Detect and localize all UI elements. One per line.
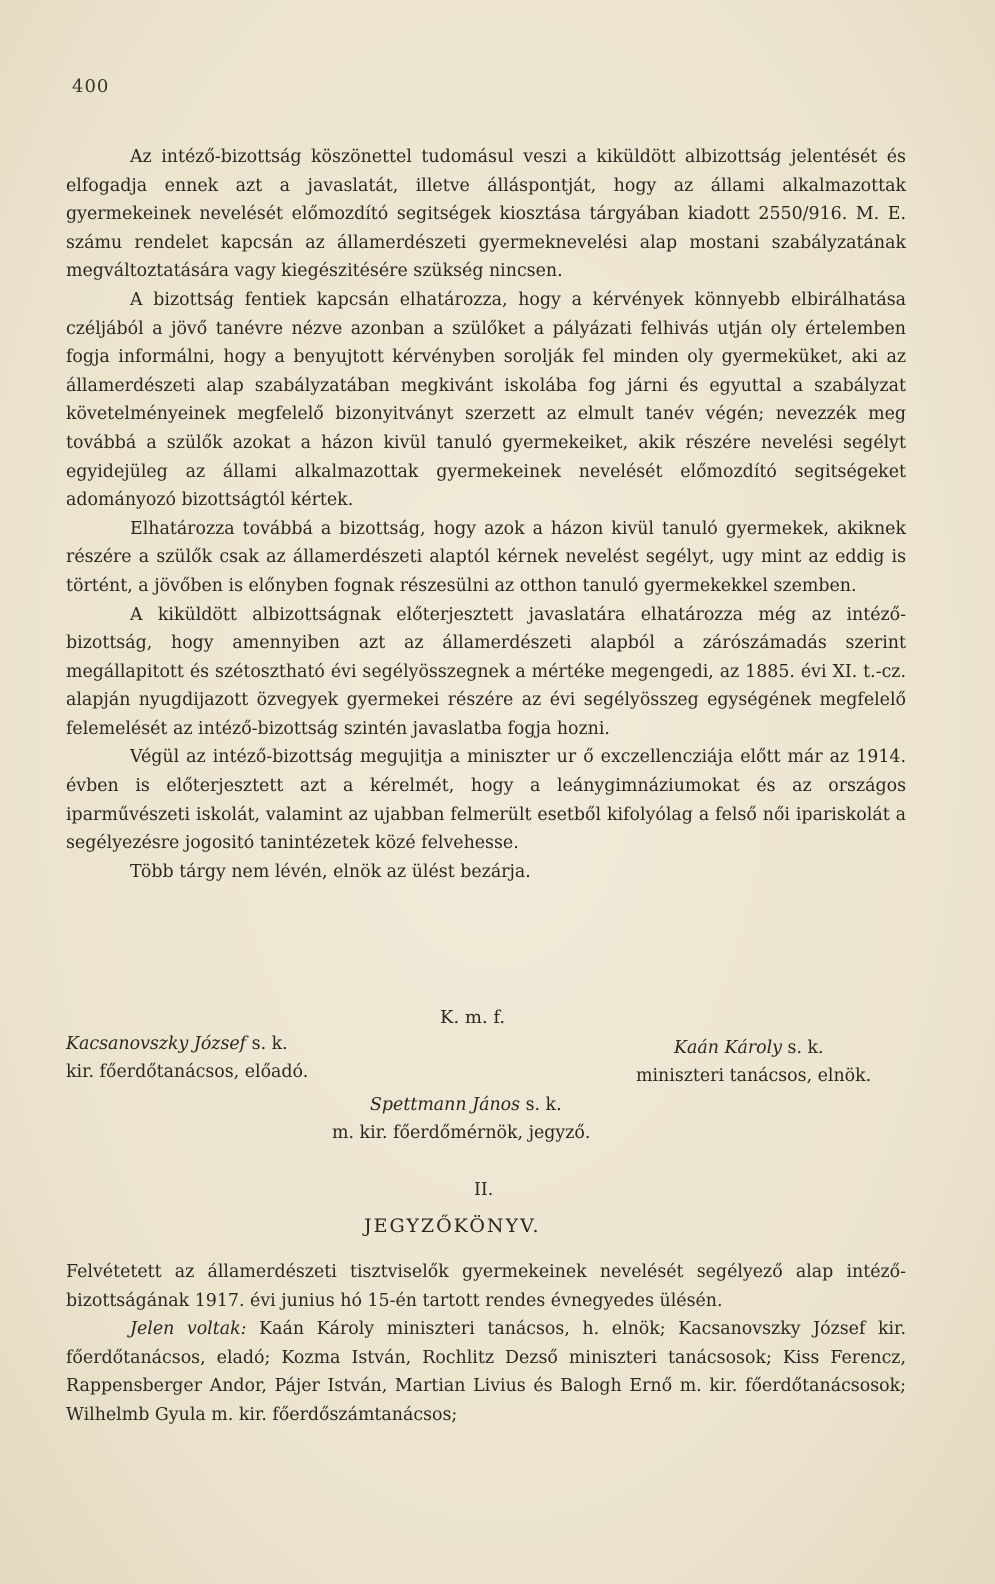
minutes-body-lower: [66, 1258, 906, 1430]
paragraph-5: Végül az intéző-bizottság megujitja a miniszter ur ő exczellencziája előtt már az 1914. évben is előterjesztett azt a kérelmét, hogy a leánygimnáziumokat és az országos iparművészeti iskolát, valamint az ujabban felmerült esetből kifolyólag a felső női ipariskolát a segélyezésre jogositó tanintézetek közé felvehesse.: [66, 747, 906, 854]
section-title: JEGYZŐKÖNYV.: [364, 1215, 541, 1237]
paragraph-3: Elhatározza továbbá a bizottság, hogy azok a házon kivül tanuló gyermekek, akiknek részére a szülők csak az államerdészeti alaptól kérnek nevelést segélyt, ugy mint az eddig is történt, a jövőben is előnyben fognak részesülni az otthon tanuló gyermekekkel szemben.: [66, 518, 906, 596]
signature-left-title: kir. főerdőtanácsos, előadó.: [66, 1062, 309, 1082]
attendees-text: Kaán Károly miniszteri tanácsos, h. elnök; Kacsanovszky József kir. főerdőtanácsos, eladó; Kozma István, Rochlitz Dezső miniszteri tanácsosok; Kiss Ferencz, Rappensberger Andor, Pájer István, Martian Livius és Balogh Ernő m. kir. főerdőtanácsosok; Wilhelmb Gyula m. kir. főerdőszámtanácsos;: [66, 1319, 906, 1425]
minutes-body-top: [66, 143, 906, 886]
section-number: II.: [474, 1180, 494, 1200]
signature-center: [332, 1091, 590, 1147]
paragraph-2: A bizottság fentiek kapcsán elhatározza, hogy a kérvények könnyebb elbirálhatása czéljából a jövő tanévre nézve azonban a szülőket a pályázati felhivás utján oly értelemben fogja informálni, hogy a benyujtott kérvényben sorolják fel minden oly gyermeküket, aki az államerdészeti alap szabályzatában megkivánt iskolába fog járni és egyuttal a szabályzat követelményeinek megfelelő bizonyitványt szerzett az elmult tanév végén; nevezzék meg továbbá a szülők azokat a házon kivül tanuló gyermekeiket, akik részére nevelési segélyt egyidejüleg az állami alkalmazottak gyermekeinek nevelését előmozdító segitségeket adományozó bizottságtól kértek.: [66, 289, 906, 511]
intro-paragraph: Felvétetett az államerdészeti tisztviselők gyermekeinek nevelését segélyező alap intéző-bizottságának 1917. évi junius hó 15-én tartott rendes évnegyedes ülésén.: [66, 1262, 906, 1311]
paragraph-6: Több tárgy nem lévén, elnök az ülést bezárja.: [130, 861, 531, 882]
signature-right-name: Kaán Károly: [674, 1038, 782, 1058]
attendees-label: Jelen voltak:: [130, 1319, 247, 1340]
signature-center-name: Spettmann János: [370, 1095, 521, 1115]
page-number: 400: [72, 76, 110, 97]
kmf-mark: K. m. f.: [440, 1007, 506, 1028]
signature-left-name: Kacsanovszky József: [66, 1034, 247, 1054]
signature-center-suffix: s. k.: [525, 1095, 562, 1115]
signature-right: [636, 1034, 871, 1090]
signature-left: [66, 1030, 308, 1086]
attendees-paragraph: [66, 1315, 906, 1429]
paragraph-1: Az intéző-bizottság köszönettel tudomásul veszi a kiküldött albizottság jelentését és elfogadja ennek azt a javaslatát, illetve álláspontját, hogy az állami alkalmazottak gyermekeinek nevelését előmozdító segitségek kiosztása tárgyában kiadott 2550/916. M. E. számu rendelet kapcsán az államerdészeti gyermeknevelési alap mostani szabályzatának megváltoztatására vagy kiegészitésére szükség nincsen.: [66, 147, 906, 282]
signature-right-title: miniszteri tanácsos, elnök.: [636, 1066, 872, 1086]
signature-right-suffix: s. k.: [787, 1038, 824, 1058]
signature-left-suffix: s. k.: [251, 1034, 288, 1054]
signature-center-title: m. kir. főerdőmérnök, jegyző.: [332, 1123, 591, 1143]
paragraph-4: A kiküldött albizottságnak előterjesztett javaslatára elhatározza még az intéző-bizottság, hogy amennyiben azt az államerdészeti alapból a zárószámadás szerint megállapitott és szétosztható évi segélyösszegnek a mértéke megengedi, az 1885. évi XI. t.-cz. alapján nyugdijazott özvegyek gyermekei részére az évi segélyösszeg egységének megfelelő felemelését az intéző-bizottság szintén javaslatba fogja hozni.: [66, 604, 906, 739]
